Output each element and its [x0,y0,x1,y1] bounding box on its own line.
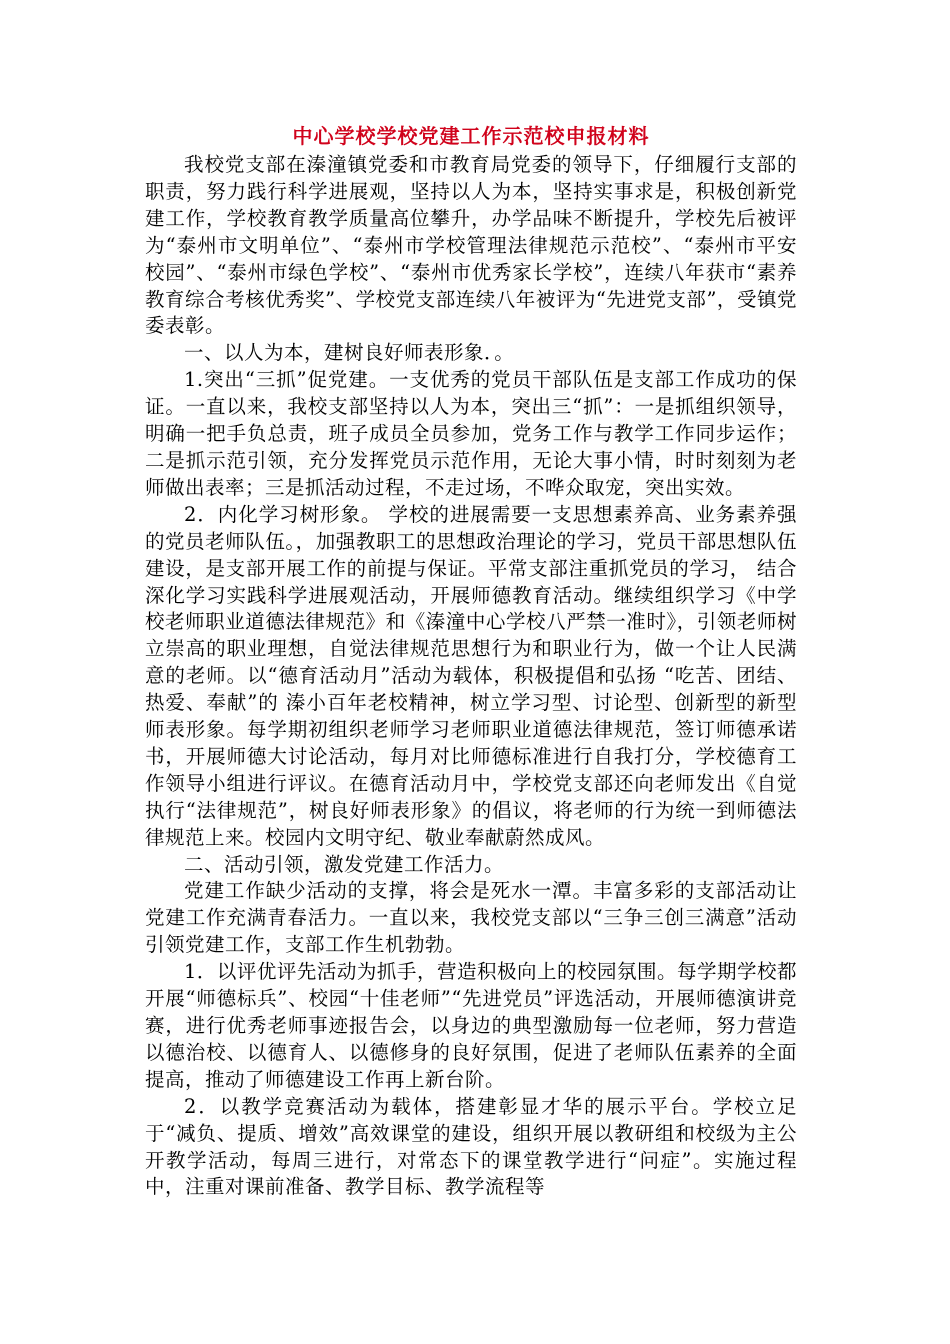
paragraph-intro: 我校党支部在溱潼镇党委和市教育局党委的领导下，仔细履行支部的职责，努力践行科学进展观，坚持以人为本，坚持实事求是，积极创新党建工作，学校教育教学质量高位攀升，办学品味不断提升，学校先后被评为“泰州市文明单位”、“泰州市学校管理法律规范示范校”、“泰州市平安校园”、“泰州市绿色学校”、“泰州市优秀家长学校”，连续八年获市“素养教育综合考核优秀奖”、学校党支部连续八年被评为“先进党支部”，受镇党委表彰。 [145,153,797,338]
document-page [145,122,797,1201]
paragraph-three-focus: 1.突出“三抓”促党建。一支优秀的党员干部队伍是支部工作成功的保证。一直以来，我校支部坚持以人为本，突出三“抓”：一是抓组织领导，明确一把手负总责，班子成员全员参加，党务工作与教学工作同步运作；二是抓示范引领，充分发挥党员示范作用，无论大事小情，时时刻刻为老师做出表率；三是抓活动过程，不走过场，不哗众取宠，突出实效。 [145,368,797,499]
paragraph-learning-image: 2．内化学习树形象。 学校的进展需要一支思想素养高、业务素养强的党员老师队伍。，加强教职工的思想政治理论的学习，党员干部思想队伍建设，是支部开展工作的前提与保证。平常支部注重抓党员的学习， 结合深化学习实践科学进展观活动，开展师德教育活动。继续组织学习《中学校老师职业道德法律规范》和《溱潼中心学校八严禁一准时》，引领老师树立崇高的职业理想，自觉法律规范思想行为和职业行为，做一个让人民满意的老师。以“德育活动月”活动为载体，积极提倡和弘扬 “吃苦、团结、热爱、奉献”的 溱小百年老校精神，树立学习型、讨论型、创新型的新型师表形象。每学期初组织老师学习老师职业道德法律规范，签订师德承诺书，开展师德大讨论活动，每月对比师德标准进行自我打分，学校德育工作领导小组进行评议。在德育活动月中，学校党支部还向老师发出《自觉执行“法律规范”，树良好师表形象》的倡议，将老师的行为统一到师德法律规范上来。校园内文明守纪、敬业奉献蔚然成风。 [145,502,797,849]
document-title: 中心学校学校党建工作示范校申报材料 [292,124,650,148]
paragraph-activity-intro: 党建工作缺少活动的支撑，将会是死水一潭。丰富多彩的支部活动让党建工作充满青春活力。一直以来，我校党支部以“三争三创三满意”活动引领党建工作，支部工作生机勃勃。 [145,879,797,957]
section-heading-1: 一、以人为本，建树良好师表形象．。 [184,341,515,365]
section-heading-2: 二、活动引领，激发党建工作活力。 [184,852,505,876]
paragraph-evaluation: 1．以评优评先活动为抓手，营造积极向上的校园氛围。每学期学校都开展“师德标兵”、校园“十佳老师”“先进党员”评选活动，开展师德演讲竞赛，进行优秀老师事迹报告会，以身边的典型激励每一位老师，努力营造以德治校、以德育人、以德修身的良好氛围，促进了老师队伍素养的全面提高，推动了师德建设工作再上新台阶。 [145,960,797,1091]
paragraph-teaching-contest: 2．以教学竞赛活动为载体，搭建彰显才华的展示平台。学校立足于“减负、提质、增效”高效课堂的建设，组织开展以教研组和校级为主公开教学活动，每周三进行，对常态下的课堂教学进行“问症”。实施过程中，注重对课前准备、教学目标、教学流程等 [145,1094,797,1199]
